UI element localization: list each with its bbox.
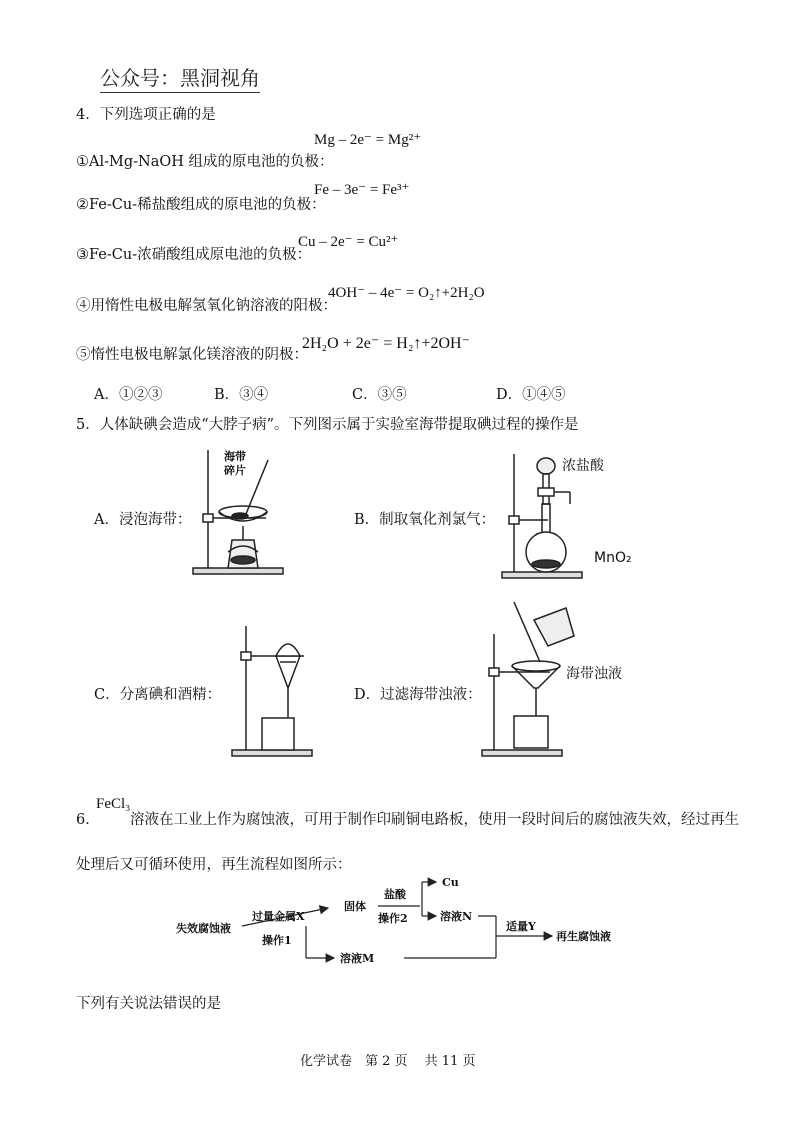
q5-stem: 5．人体缺碘会造成“大脖子病”。下列图示属于实验室海带提取碘过程的操作是 — [76, 417, 579, 433]
apparatus-b-tag-mno2: MnO₂ — [594, 550, 632, 566]
flow-soln: 溶液N — [440, 910, 473, 923]
apparatus-b-diagram — [498, 448, 648, 583]
flow-solid: 固体 — [344, 900, 366, 913]
q6-line-1: 溶液在工业上作为腐蚀液，可用于制作印刷铜电路板，使用一段时间后的腐蚀液失效，经过再生 — [130, 812, 739, 828]
flow-step2-bottom: 操作2 — [378, 912, 408, 925]
q5-option-b-label: B．制取氧化剂氯气： — [354, 512, 496, 528]
q6-flow-diagram — [172, 870, 632, 970]
q4-item-3: ③Fe-Cu-浓硝酸组成原电池的负极： — [76, 247, 312, 263]
q4-stem: 4．下列选项正确的是 — [76, 107, 216, 123]
q4-formula-3: Cu – 2e⁻ = Cu²⁺ — [298, 234, 399, 250]
q6-line-2: 处理后又可循环使用，再生流程如图所示： — [76, 857, 352, 873]
q6-after: 下列有关说法错误的是 — [76, 996, 221, 1012]
apparatus-a-tag: 海带 — [224, 450, 246, 463]
q4-option-c: C．③⑤ — [352, 387, 407, 403]
header-watermark: 公众号：黑洞视角 — [100, 62, 260, 93]
flow-step1-bottom: 操作1 — [262, 934, 292, 947]
q4-option-a: A．①②③ — [94, 387, 163, 403]
apparatus-d-tag: 海带浊液 — [566, 666, 622, 682]
q4-formula-5: 2H₂O + 2e⁻ = H₂↑+2OH⁻ — [302, 335, 470, 352]
page-footer: 化学试卷 第 2 页 共 11 页 — [300, 1054, 476, 1069]
flow-step2-top: 盐酸 — [384, 888, 406, 901]
apparatus-b-tag-hcl: 浓盐酸 — [562, 458, 604, 474]
flow-end: 再生腐蚀液 — [556, 930, 611, 943]
q5-option-c-label: C．分离碘和酒精： — [94, 687, 222, 703]
q4-item-4: ④用惰性电极电解氢氧化钠溶液的阳极： — [76, 298, 337, 314]
flow-solm: 溶液M — [340, 952, 375, 965]
flow-start: 失效腐蚀液 — [176, 922, 231, 935]
q5-option-d-label: D．过滤海带浊液： — [354, 687, 482, 703]
apparatus-c-diagram — [228, 622, 328, 762]
flow-step1-top: 过量金属X — [252, 910, 305, 923]
q5-option-a-label: A．浸泡海带： — [94, 512, 192, 528]
q4-item-2: ②Fe-Cu-稀盐酸组成的原电池的负极： — [76, 197, 326, 213]
q4-formula-2: Fe – 3e⁻ = Fe³⁺ — [314, 182, 410, 198]
apparatus-d-diagram — [478, 596, 622, 761]
q4-option-b: B．③④ — [214, 387, 269, 403]
svg-text:碎片: 碎片 — [224, 464, 246, 477]
q4-option-d: D．①④⑤ — [496, 387, 566, 403]
flow-step3-top: 适量Y — [506, 920, 536, 933]
q4-formula-4: 4OH⁻ – 4e⁻ = O₂↑+2H₂O — [328, 285, 485, 301]
q6-number: 6． — [76, 812, 100, 828]
apparatus-a-diagram — [188, 440, 288, 580]
q4-formula-1: Mg – 2e⁻ = Mg²⁺ — [314, 132, 422, 148]
flow-cu: Cu — [442, 876, 459, 889]
q4-item-1: ①Al-Mg-NaOH 组成的原电池的负极： — [76, 154, 334, 170]
q6-formula: FeCl₃ — [96, 796, 131, 812]
q4-item-5: ⑤惰性电极电解氯化镁溶液的阴极： — [76, 347, 308, 363]
